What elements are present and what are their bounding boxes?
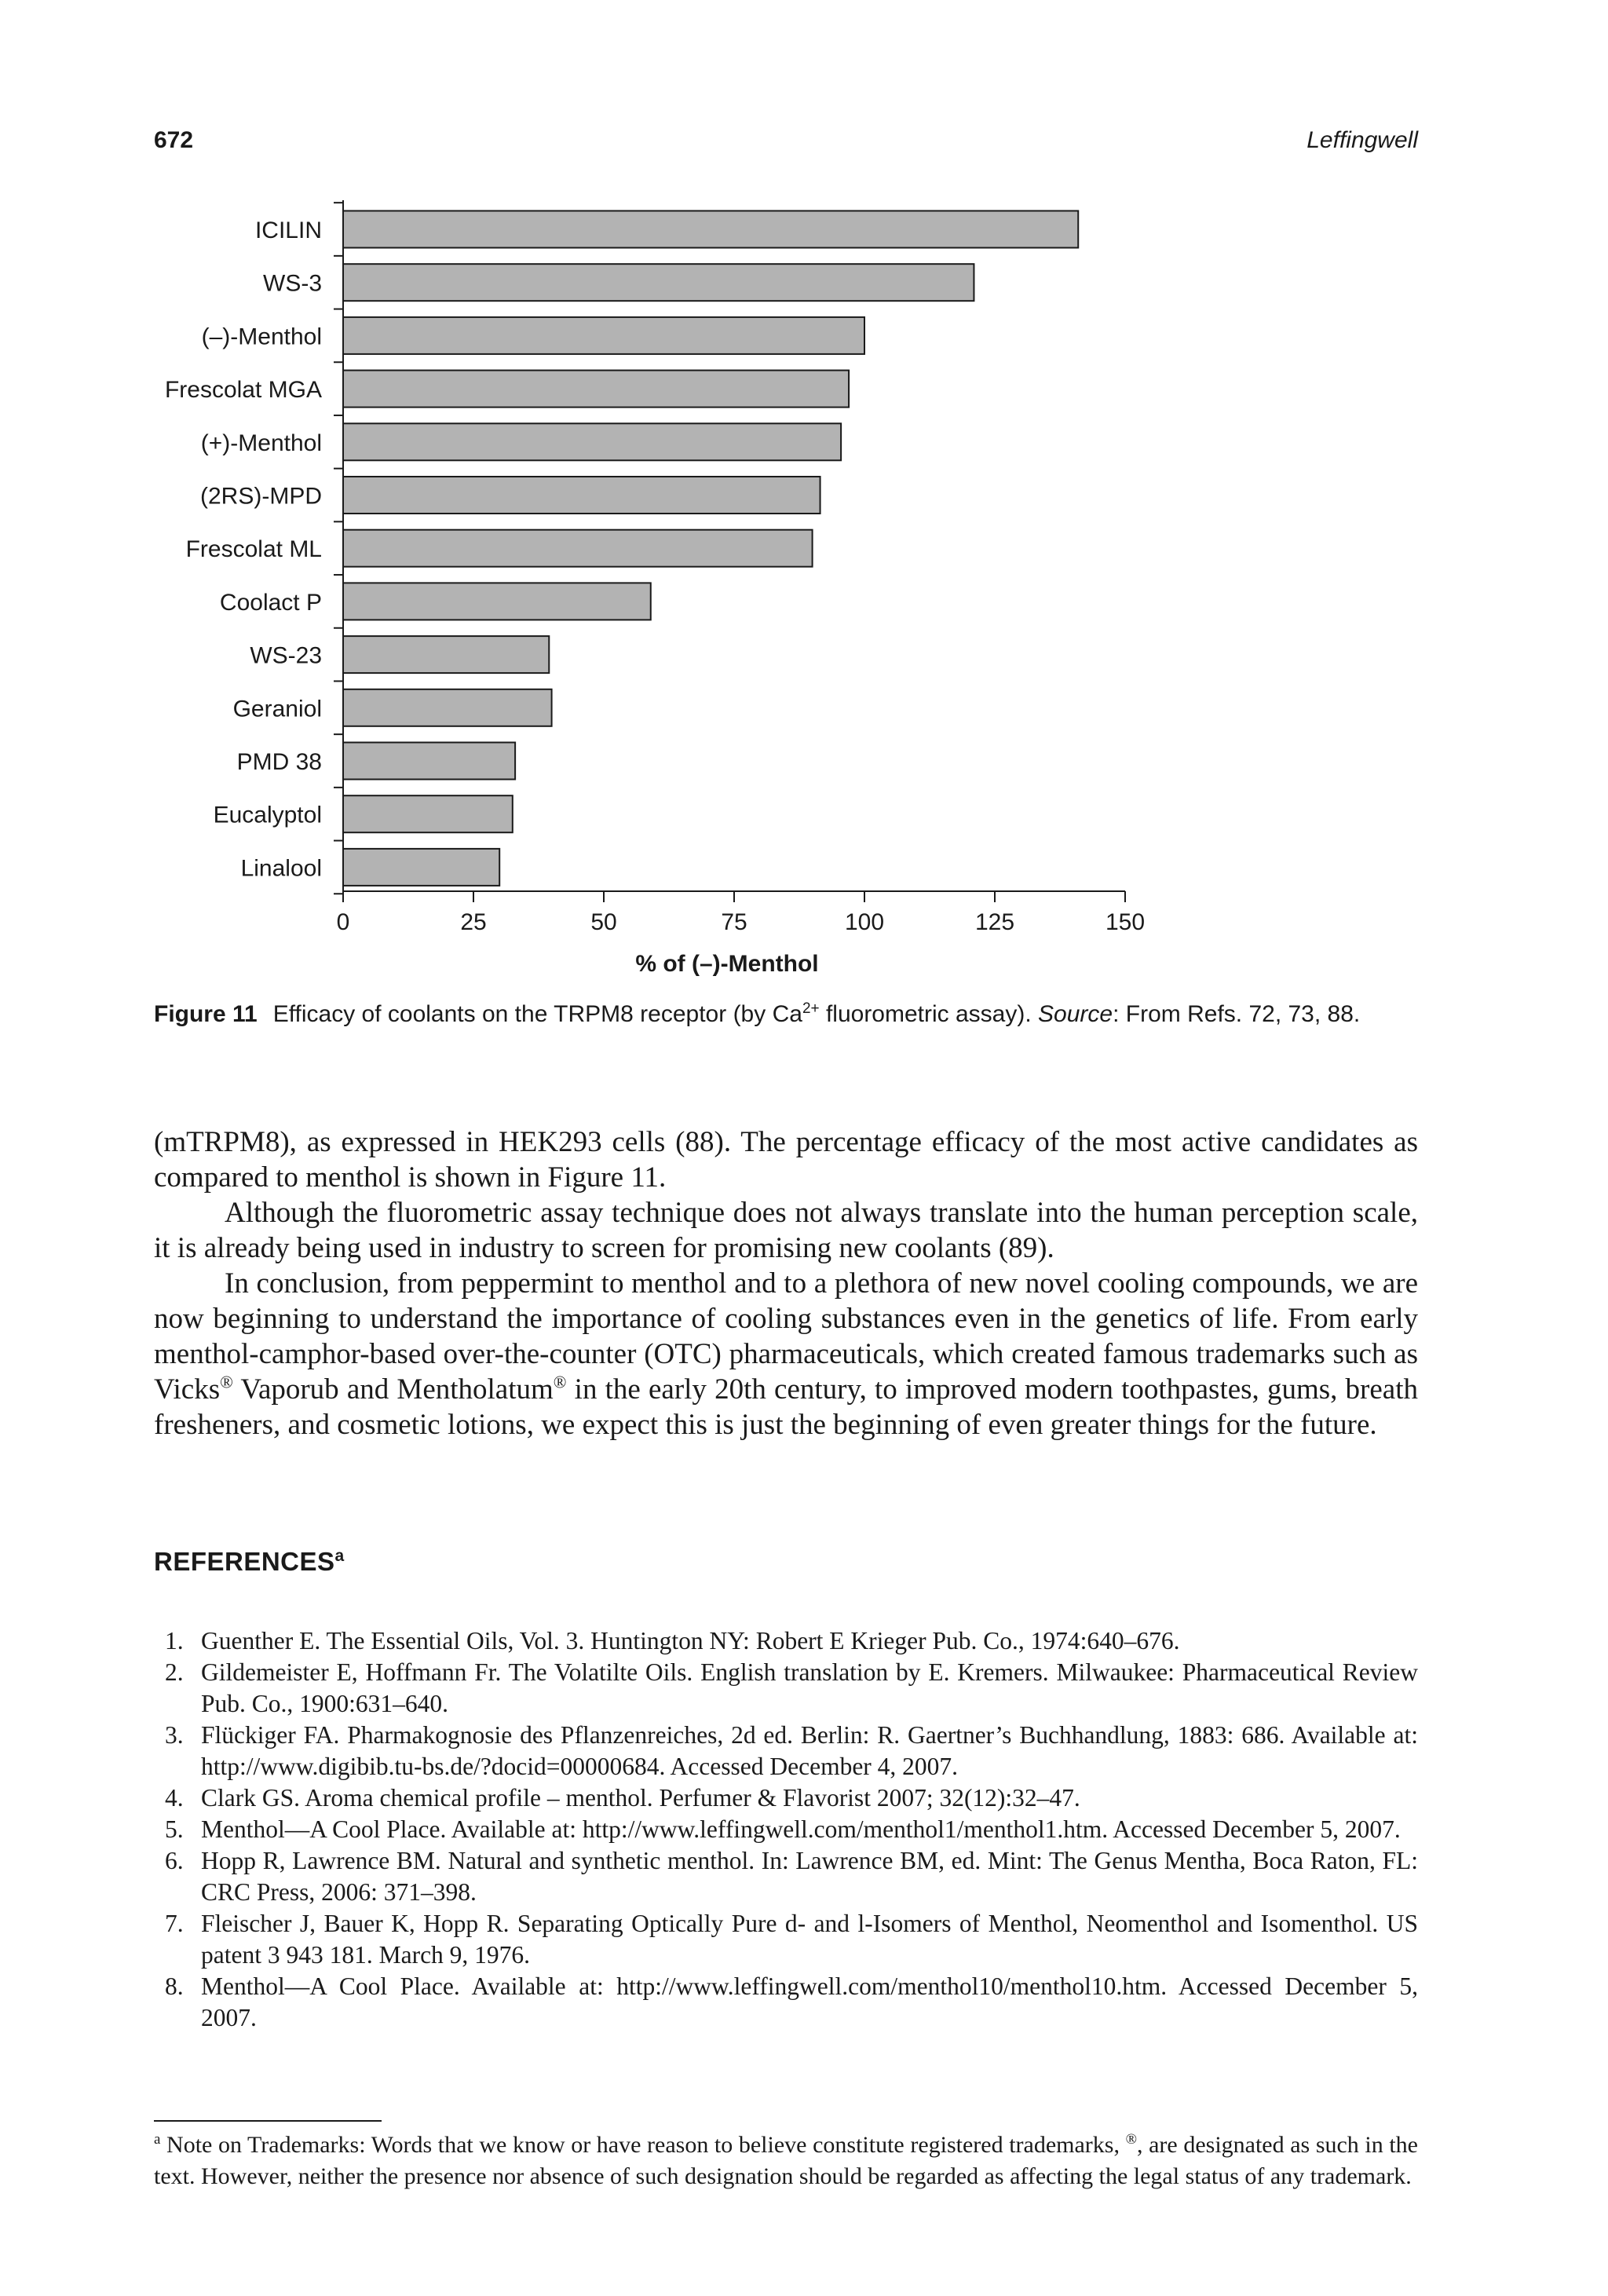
chart-bar: [343, 689, 552, 726]
chart-bar: [343, 849, 499, 886]
figure-label: Figure 11: [154, 1001, 258, 1027]
chart-x-axis-title: % of (–)-Menthol: [635, 951, 819, 977]
references-heading-superscript: a: [334, 1547, 345, 1565]
footnote-registered-mark: ®: [1125, 2131, 1138, 2148]
paragraph-3: [154, 1266, 1418, 1442]
caption-source-label: Source: [1038, 1001, 1113, 1027]
references-heading: [154, 1547, 345, 1577]
reference-item: [154, 1625, 1418, 1657]
reference-item: [154, 1720, 1418, 1782]
chart-category-label: WS-3: [263, 270, 322, 297]
footnote-text-a: Note on Trademarks: Words that we know or have reason to believe constitute registered trademarks,: [160, 2132, 1126, 2158]
bar-chart: [0, 0, 1608, 989]
reference-text: Menthol—A Cool Place. Available at: http://www.leffingwell.com/menthol10/menthol10.htm. Accessed December 5, 2007.: [201, 1972, 1418, 2031]
chart-bar: [343, 371, 849, 408]
reference-list: [154, 1625, 1418, 2034]
running-head: Leffingwell: [1306, 127, 1418, 153]
reference-number: 6.: [165, 1847, 184, 1874]
paragraph-3-part-b: Vaporub and Mentholatum: [232, 1373, 554, 1406]
reference-number: 2.: [165, 1658, 184, 1686]
registered-mark: ®: [553, 1372, 567, 1392]
paragraph-1: (mTRPM8), as expressed in HEK293 cells (88). The percentage efficacy of the most active candidates as compared to menthol is shown in Figure 11.: [154, 1126, 1418, 1194]
reference-text: Fleischer J, Bauer K, Hopp R. Separating Optically Pure d- and l-Isomers of Menthol, Neomenthol and Isomenthol. US patent 3 943 181. March 9, 1976.: [201, 1910, 1418, 1969]
chart-category-label: Eucalyptol: [213, 802, 322, 828]
reference-number: 4.: [165, 1784, 184, 1812]
chart-bar: [343, 317, 864, 354]
chart-category-label: Coolact P: [219, 589, 322, 616]
chart-x-tick-label: 150: [1105, 909, 1146, 935]
footnote-marker: a: [154, 2131, 161, 2148]
caption-source-text: : From Refs. 72, 73, 88.: [1113, 1001, 1361, 1027]
references-heading-text: REFERENCES: [154, 1547, 335, 1576]
chart-x-tick-label: 100: [844, 909, 885, 935]
chart-bar: [343, 264, 974, 301]
body-text: [154, 1124, 1418, 1442]
chart-x-tick-label: 75: [721, 909, 747, 935]
reference-number: 5.: [165, 1815, 184, 1843]
chart-x-ticks: [337, 891, 1145, 935]
footnote: [154, 2130, 1418, 2192]
registered-mark: ®: [220, 1372, 233, 1392]
reference-text: Flückiger FA. Pharmakognosie des Pflanzenreiches, 2d ed. Berlin: R. Gaertner’s Buchhandlung, 1883: 686. Available at: http://www.digibib.tu-bs.de/?docid=00000684. Accessed December 4, 2007.: [201, 1721, 1418, 1780]
chart-category-label: Frescolat ML: [185, 536, 322, 563]
chart-category-label: (2RS)-MPD: [200, 483, 322, 510]
chart-x-tick-label: 25: [460, 909, 487, 935]
reference-number: 8.: [165, 1972, 184, 2000]
chart-category-label: PMD 38: [236, 749, 322, 775]
chart-bar: [343, 477, 820, 514]
reference-text: Menthol—A Cool Place. Available at: http://www.leffingwell.com/menthol1/menthol1.htm. Accessed December 5, 2007.: [201, 1815, 1401, 1843]
chart-category-label: (+)-Menthol: [200, 430, 322, 456]
footnote-text-b: , are designated as such in the text. However, neither the presence nor absence of such designation should be regarded as affecting the legal status of any trademark.: [154, 2132, 1418, 2189]
reference-number: 1.: [165, 1627, 184, 1654]
chart-bar: [343, 795, 513, 832]
caption-superscript: 2+: [802, 1000, 820, 1017]
chart-bar: [343, 423, 841, 460]
chart-x-tick-label: 0: [336, 909, 350, 935]
chart-category-label: Geraniol: [232, 696, 322, 722]
chart-category-label: Frescolat MGA: [164, 377, 322, 404]
footnote-divider: [154, 2120, 382, 2122]
caption-text: Efficacy of coolants on the TRPM8 receptor (by Ca: [272, 1001, 802, 1027]
reference-item: [154, 1657, 1418, 1720]
reference-item: [154, 1814, 1418, 1845]
chart-x-tick-label: 125: [974, 909, 1015, 935]
chart-bars: [343, 211, 1078, 886]
chart-category-labels: [165, 218, 322, 881]
chart-category-label: ICILIN: [254, 218, 322, 243]
reference-number: 3.: [165, 1721, 184, 1749]
chart-category-label: (–)-Menthol: [201, 324, 322, 350]
reference-text: Guenther E. The Essential Oils, Vol. 3. Huntington NY: Robert E Krieger Pub. Co., 1974:640–676.: [201, 1627, 1180, 1654]
chart-bar: [343, 743, 515, 780]
chart-x-tick-label: 50: [590, 909, 617, 935]
reference-item: [154, 1782, 1418, 1814]
reference-item: [154, 1971, 1418, 2034]
chart-bar: [343, 583, 651, 620]
chart-bar: [343, 530, 813, 567]
paragraph-3-part-c: in the early 20th century, to improved modern toothpastes, gums, breath fresheners, and cosmetic lotions, we expect this is just the beginning of even greater things for the future.: [154, 1373, 1418, 1441]
paragraph-3-part-a: In conclusion, from peppermint to menthol and to a plethora of new novel cooling compounds, we are now beginning to understand the importance of cooling substances even in the genetics of life. From early menthol-camphor-based over-the-counter (OTC) pharmaceuticals, which created famous trademarks such as Vicks: [154, 1267, 1418, 1406]
chart-bar: [343, 636, 549, 673]
reference-text: Gildemeister E, Hoffmann Fr. The Volatilte Oils. English translation by E. Kremers. Milwaukee: Pharmaceutical Review Pub. Co., 1900:631–640.: [201, 1658, 1418, 1717]
chart-bar: [343, 211, 1078, 248]
chart-category-label: WS-23: [250, 642, 322, 669]
reference-item: [154, 1845, 1418, 1908]
reference-item: [154, 1908, 1418, 1971]
caption-text-continued: fluorometric assay).: [819, 1001, 1039, 1027]
chart-category-label: Linalool: [240, 855, 322, 882]
page-number: 672: [154, 127, 194, 153]
paragraph-2: Although the fluorometric assay technique does not always translate into the human perception scale, it is already being used in industry to screen for promising new coolants (89).: [154, 1197, 1418, 1264]
reference-text: Clark GS. Aroma chemical profile – menthol. Perfumer & Flavorist 2007; 32(12):32–47.: [201, 1784, 1080, 1812]
figure-caption: [154, 999, 1418, 1030]
reference-number: 7.: [165, 1910, 184, 1937]
reference-text: Hopp R, Lawrence BM. Natural and synthetic menthol. In: Lawrence BM, ed. Mint: The Genus Mentha, Boca Raton, FL: CRC Press, 2006: 371–398.: [201, 1847, 1418, 1906]
